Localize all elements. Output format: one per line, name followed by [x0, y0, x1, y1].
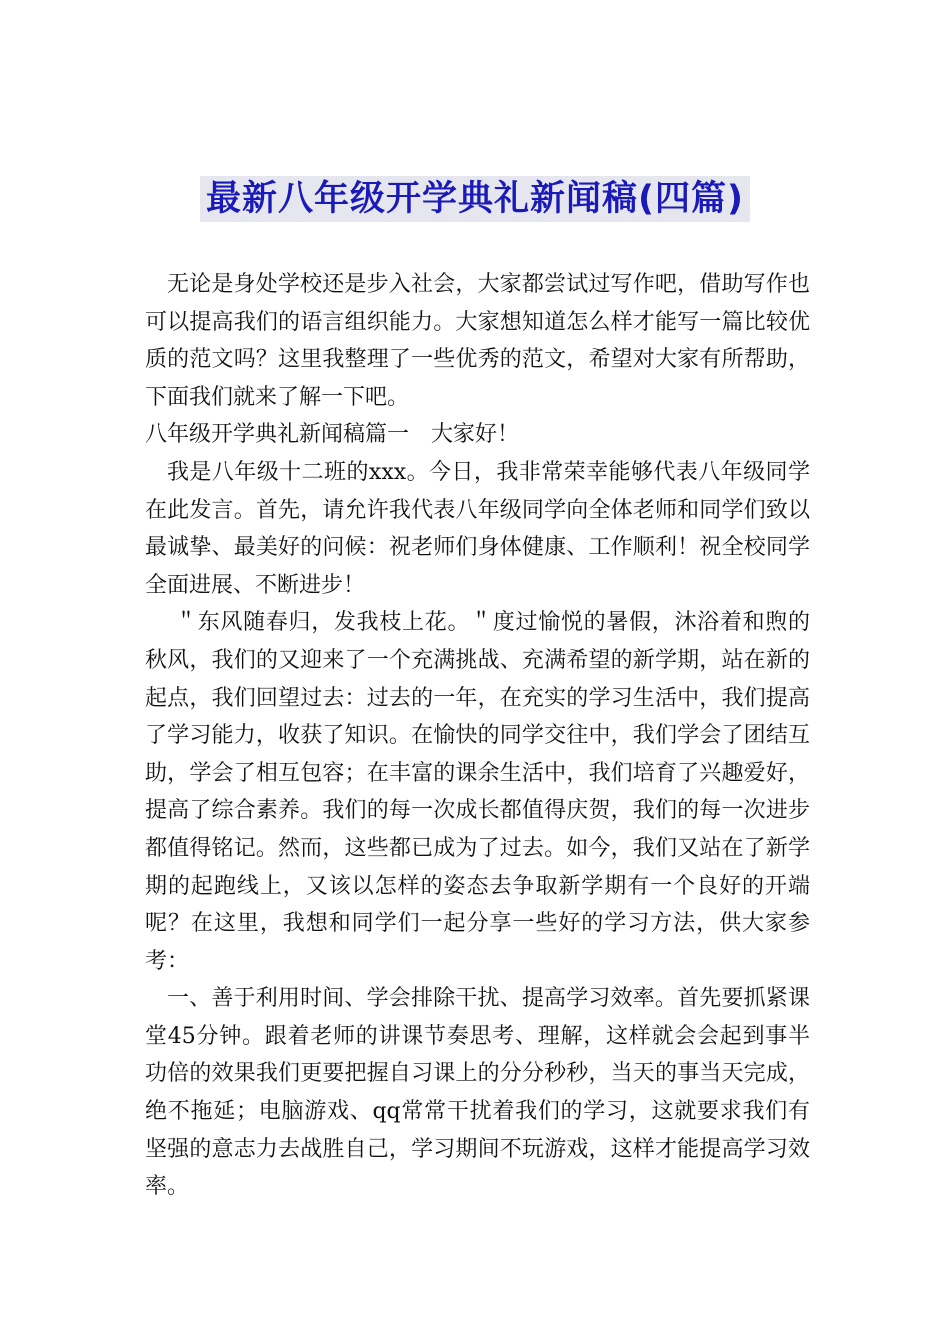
- title-container: [0, 176, 950, 222]
- document-body: [145, 266, 810, 1206]
- speech-paragraph-2: ＂东风随春归，发我枝上花。＂度过愉悦的暑假，沐浴着和煦的秋风，我们的又迎来了一个充满挑战、充满希望的新学期，站在新的起点，我们回望过去：过去的一年，在充实的学习生活中，我们提高了学习能力，收获了知识。在愉快的同学交往中，我们学会了团结互助，学会了相互包容；在丰富的课余生活中，我们培育了兴趣爱好，提高了综合素养。我们的每一次成长都值得庆贺，我们的每一次进步都值得铭记。然而，这些都已成为了过去。如今，我们又站在了新学期的起跑线上，又该以怎样的姿态去争取新学期有一个良好的开端呢？在这里，我想和同学们一起分享一些好的学习方法，供大家参考：: [145, 610, 810, 974]
- speech-paragraph-1: 我是八年级十二班的xxx。今日，我非常荣幸能够代表八年级同学在此发言。首先，请允许我代表八年级同学向全体老师和同学们致以最诚挚、最美好的问候：祝老师们身体健康、工作顺利！祝全校同学全面进展、不断进步！: [145, 459, 810, 598]
- intro-paragraph: 无论是身处学校还是步入社会，大家都尝试过写作吧，借助写作也可以提高我们的语言组织能力。大家想知道怎么样才能写一篇比较优质的范文吗？这里我整理了一些优秀的范文，希望对大家有所帮助，下面我们就来了解一下吧。: [145, 272, 810, 410]
- speech-paragraph-3: 一、善于利用时间、学会排除干扰、提高学习效率。首先要抓紧课堂45分钟。跟着老师的讲课节奏思考、理解，这样就会会起到事半功倍的效果我们更要把握自习课上的分分秒秒，当天的事当天完成，绝不拖延；电脑游戏、qq常常干扰着我们的学习，这就要求我们有坚强的意志力去战胜自己，学习期间不玩游戏，这样才能提高学习效率。: [145, 986, 810, 1200]
- section-heading-paragraph: 八年级开学典礼新闻稿篇一 大家好！: [145, 422, 520, 448]
- document-title: 最新八年级开学典礼新闻稿(四篇): [200, 176, 750, 222]
